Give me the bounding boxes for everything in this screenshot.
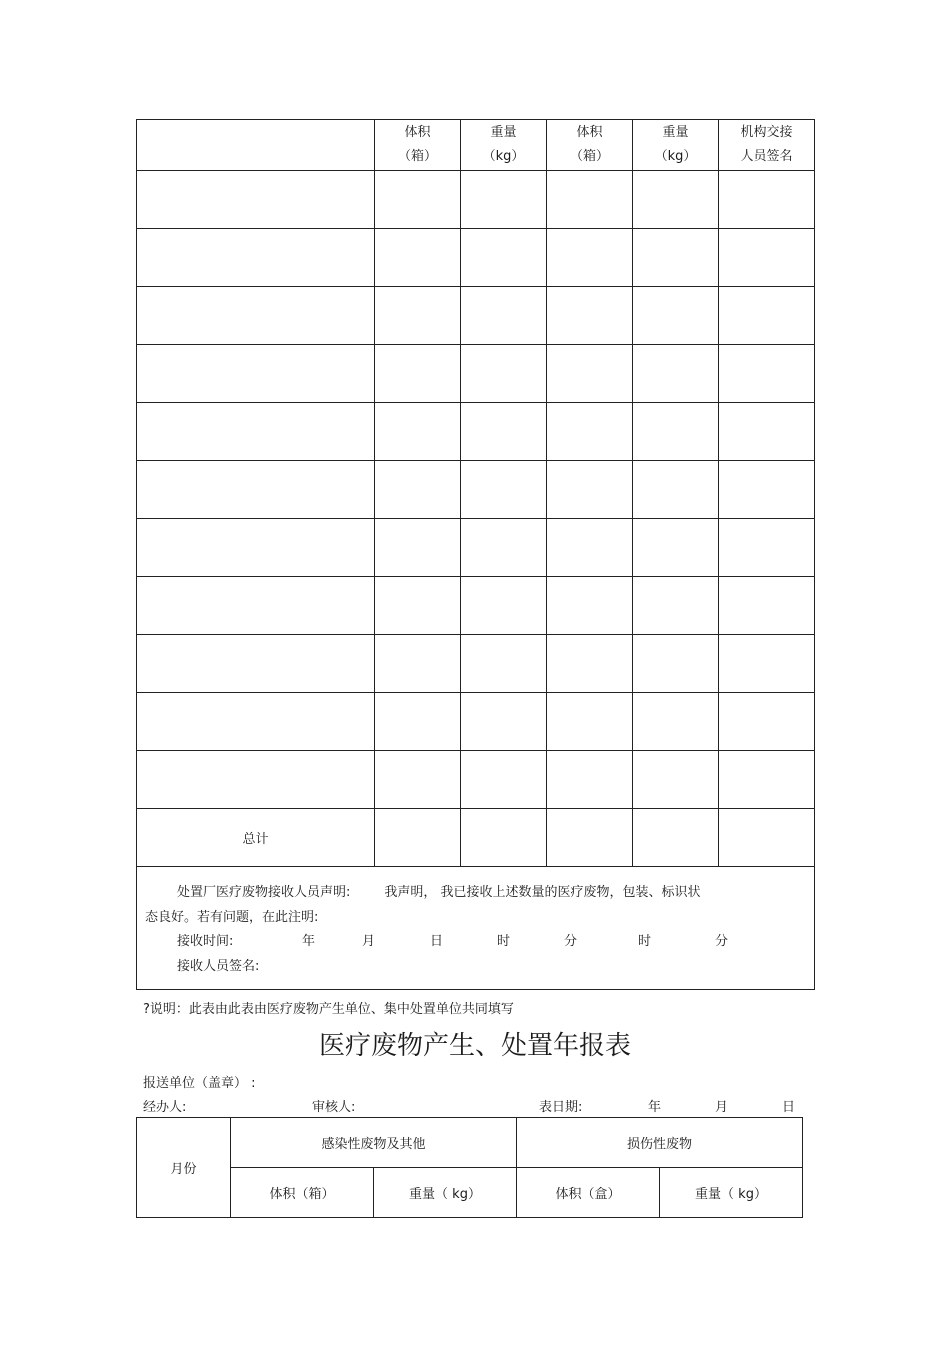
table-cell[interactable] (461, 577, 547, 635)
table-cell[interactable] (719, 345, 815, 403)
table-cell[interactable] (461, 635, 547, 693)
header-weight-2: 重量 （kg） (633, 120, 719, 171)
report-unit-label: 报送单位（盖章） : (143, 1076, 256, 1091)
sub-header-weight: 重量（ kg） (374, 1168, 517, 1218)
table-cell[interactable] (633, 345, 719, 403)
table-cell[interactable] (719, 751, 815, 809)
declaration-label: 处置厂医疗废物接收人员声明: (177, 885, 351, 900)
header-weight: 重量 （kg） (461, 120, 547, 171)
table-cell[interactable] (461, 287, 547, 345)
table-row (137, 635, 815, 693)
table-cell[interactable] (375, 287, 461, 345)
table-row (137, 577, 815, 635)
table-cell[interactable] (375, 751, 461, 809)
table-cell[interactable] (137, 403, 375, 461)
table-cell[interactable] (461, 229, 547, 287)
table-cell[interactable] (137, 461, 375, 519)
sub-header-volume-2: 体积（盒） (517, 1168, 660, 1218)
table-cell[interactable] (461, 403, 547, 461)
table-row (137, 461, 815, 519)
table-cell[interactable] (633, 403, 719, 461)
table-cell[interactable] (547, 345, 633, 403)
table-cell[interactable] (633, 519, 719, 577)
receive-time: 接收时间: 年 月 日 时 分 时 分 (145, 930, 806, 955)
table-cell[interactable] (719, 229, 815, 287)
table-cell[interactable] (137, 693, 375, 751)
table-row (137, 171, 815, 229)
header-row (137, 120, 815, 171)
table-cell[interactable] (137, 287, 375, 345)
table-cell[interactable] (719, 403, 815, 461)
table-cell[interactable] (137, 577, 375, 635)
table-cell[interactable] (719, 577, 815, 635)
declaration-text-2: 态良好。若有问题，在此注明: (145, 909, 319, 925)
declaration-cell (137, 867, 815, 990)
note-text: ?说明：此表由此表由医疗废物产生单位、集中处置单位共同填写 (143, 1002, 514, 1017)
sub-header-weight-2: 重量（ kg） (660, 1168, 803, 1218)
table-cell[interactable] (633, 229, 719, 287)
annual-report-table (136, 1117, 803, 1218)
table-row (137, 345, 815, 403)
table-cell[interactable] (461, 171, 547, 229)
table-cell[interactable] (719, 635, 815, 693)
table-cell[interactable] (547, 171, 633, 229)
table-cell[interactable] (633, 577, 719, 635)
table-cell[interactable] (375, 171, 461, 229)
table-cell[interactable] (461, 345, 547, 403)
table-cell[interactable] (633, 287, 719, 345)
table-cell[interactable] (633, 635, 719, 693)
table-row (137, 519, 815, 577)
table-cell[interactable] (719, 171, 815, 229)
table-cell[interactable] (375, 403, 461, 461)
table-cell[interactable] (137, 751, 375, 809)
declaration-text: 我声明， 我已接收上述数量的医疗废物，包装、标识状 (384, 885, 701, 900)
month-header: 月份 (137, 1118, 231, 1218)
table-cell[interactable] (461, 751, 547, 809)
sharps-waste-header: 损伤性废物 (517, 1118, 803, 1168)
table-cell[interactable] (633, 809, 719, 867)
header-volume-2: 体积 （箱） (547, 120, 633, 171)
table-cell[interactable] (461, 693, 547, 751)
header-blank (137, 120, 375, 171)
table-cell[interactable] (375, 577, 461, 635)
table-cell[interactable] (719, 809, 815, 867)
table-cell[interactable] (633, 751, 719, 809)
header-signature: 机构交接 人员签名 (719, 120, 815, 171)
table-cell[interactable] (547, 519, 633, 577)
handler-label: 经办人: (143, 1100, 187, 1115)
table-cell[interactable] (461, 461, 547, 519)
table-cell[interactable] (547, 635, 633, 693)
table-cell[interactable] (375, 693, 461, 751)
table-cell[interactable] (547, 751, 633, 809)
table-cell[interactable] (719, 519, 815, 577)
reviewer-label: 审核人: (312, 1100, 356, 1115)
table-row (137, 403, 815, 461)
table-cell[interactable] (375, 809, 461, 867)
table-cell[interactable] (137, 635, 375, 693)
table-cell[interactable] (375, 519, 461, 577)
declaration-row (137, 867, 815, 990)
table-cell[interactable] (633, 461, 719, 519)
table-cell[interactable] (633, 171, 719, 229)
table-cell[interactable] (375, 461, 461, 519)
date-label: 表日期: (539, 1100, 583, 1115)
table-cell[interactable] (461, 809, 547, 867)
header-volume: 体积 （箱） (375, 120, 461, 171)
table-row (137, 693, 815, 751)
table-cell[interactable] (633, 693, 719, 751)
receiver-signature: 接收人员签名: (177, 958, 260, 974)
table-cell[interactable] (547, 461, 633, 519)
table-cell[interactable] (137, 345, 375, 403)
page-title: 医疗废物产生、处置年报表 (318, 1031, 631, 1061)
table-row (137, 229, 815, 287)
table-cell[interactable] (547, 287, 633, 345)
total-label: 总计 (137, 809, 375, 867)
table-row (137, 751, 815, 809)
table-cell[interactable] (719, 693, 815, 751)
date-year: 年 (648, 1100, 662, 1115)
receive-time-label: 接收时间: (177, 934, 234, 949)
handover-table (136, 119, 815, 990)
table-cell[interactable] (137, 171, 375, 229)
table-cell[interactable] (547, 577, 633, 635)
table-cell[interactable] (719, 287, 815, 345)
table-cell[interactable] (461, 519, 547, 577)
total-row (137, 809, 815, 867)
table-cell[interactable] (137, 229, 375, 287)
table-cell[interactable] (547, 229, 633, 287)
table-cell[interactable] (547, 403, 633, 461)
table-cell[interactable] (375, 635, 461, 693)
table-cell[interactable] (547, 693, 633, 751)
date-day: 日 (782, 1100, 796, 1115)
table-cell[interactable] (375, 345, 461, 403)
infectious-waste-header: 感染性废物及其他 (231, 1118, 517, 1168)
date-month: 月 (715, 1100, 729, 1115)
table-cell[interactable] (547, 809, 633, 867)
table-cell[interactable] (137, 519, 375, 577)
table-cell[interactable] (719, 461, 815, 519)
sub-header-volume: 体积（箱） (231, 1168, 374, 1218)
table-row (137, 287, 815, 345)
table-cell[interactable] (375, 229, 461, 287)
